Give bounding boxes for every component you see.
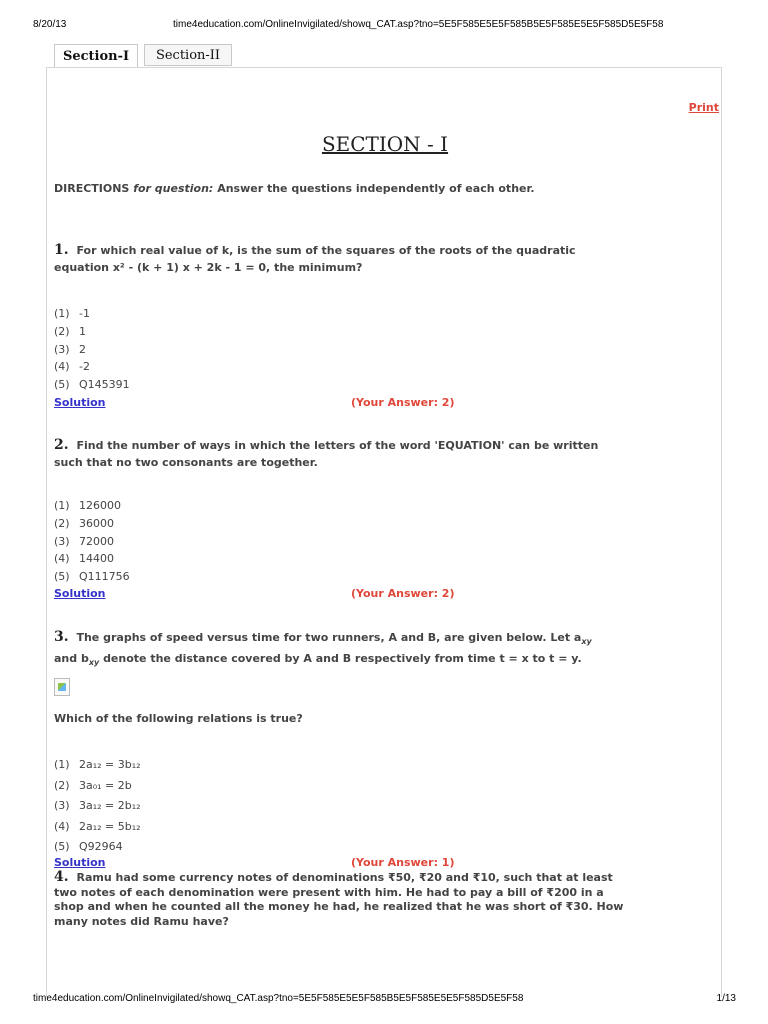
option-item: (5) Q145391	[54, 378, 130, 392]
solution-link[interactable]: Solution	[54, 587, 106, 600]
footer-url: time4education.com/OnlineInvigilated/showq_CAT.asp?tno=5E5F585E5E5F585B5E5F585E5E5F585D5E5F58	[33, 993, 524, 1004]
question-line: and b	[54, 652, 89, 666]
question-1-options	[54, 305, 130, 394]
question-3-followup: Which of the following relations is true?	[54, 712, 303, 725]
question-number: 4.	[54, 869, 69, 885]
section-title: SECTION - I	[321, 132, 449, 156]
directions-label: DIRECTIONS	[54, 182, 130, 195]
option-item: (1) 126000	[54, 499, 121, 512]
question-number: 3.	[54, 629, 69, 645]
option-item: (4) 2a₁₂ = 5b₁₂	[54, 819, 141, 833]
question-line: such that no two consonants are together.	[54, 456, 318, 469]
directions-for-question: for question:	[133, 182, 214, 195]
option-item: (3) 3a₁₂ = 2b₁₂	[54, 799, 141, 812]
print-date: 8/20/13	[33, 19, 67, 30]
question-line: many notes did Ramu have?	[54, 914, 229, 928]
question-line: shop and when he counted all the money he had, he realized that he was short of ₹30. How	[54, 900, 624, 913]
question-number: 2.	[54, 437, 69, 453]
option-item: (1) -1	[54, 307, 90, 320]
question-panel	[46, 67, 722, 997]
option-item: (2) 1	[54, 324, 86, 338]
question-3-text: 3. The graphs of speed versus time for two runners, A and B, are given below. Let $a_{xy}$ and $b_{xy}$ denote the distance covered by A and B respectively from time t = x to t = y.	[54, 629, 592, 668]
page-number: 1/13	[716, 993, 736, 1004]
option-item: (5) Q92964	[54, 840, 123, 853]
question-line: Ramu had some currency notes of denominations ₹50, ₹20 and ₹10, such that at least	[76, 871, 613, 884]
option-item: (5) Q111756	[54, 570, 130, 584]
directions	[54, 182, 535, 195]
question-line: For which real value of k, is the sum of the squares of the roots of the quadratic	[76, 244, 576, 257]
question-line: two notes of each denomination were present with him. He had to pay a bill of ₹200 in a	[54, 885, 604, 899]
print-url: time4education.com/OnlineInvigilated/showq_CAT.asp?tno=5E5F585E5E5F585B5E5F585E5E5F585D5E5F58	[173, 19, 664, 30]
tab-section-2[interactable]: Section-II	[144, 44, 232, 66]
question-line: equation x² - (k + 1) x + 2k - 1 = 0, the minimum?	[54, 261, 363, 274]
option-item: (2) 3a₀₁ = 2b	[54, 778, 132, 792]
solution-link[interactable]: Solution	[54, 856, 106, 869]
your-answer: (Your Answer: 2)	[351, 587, 455, 600]
broken-image-icon	[54, 678, 70, 696]
print-link[interactable]: Print	[688, 101, 719, 114]
tab-section-1[interactable]: Section-I	[54, 44, 138, 68]
print-footer	[0, 993, 768, 1007]
question-line: denote the distance covered by A and B respectively from time t = x to t = y.	[103, 652, 582, 666]
solution-link[interactable]: Solution	[54, 396, 106, 409]
question-1-text	[54, 242, 634, 276]
option-item: (3) 72000	[54, 534, 114, 548]
option-item: (2) 36000	[54, 516, 114, 530]
your-answer: (Your Answer: 2)	[351, 396, 455, 409]
question-4-text	[54, 870, 639, 929]
directions-text: Answer the questions independently of each other.	[217, 182, 535, 195]
question-2-text	[54, 437, 634, 471]
option-item: (3) 2	[54, 342, 86, 356]
question-line: The graphs of speed versus time for two runners, A and B, are given below. Let a	[76, 631, 582, 644]
option-item: (1) 2a₁₂ = 3b₁₂	[54, 758, 141, 771]
your-answer: (Your Answer: 1)	[351, 856, 455, 869]
question-2-options	[54, 497, 130, 586]
question-line: Find the number of ways in which the letters of the word 'EQUATION' can be written	[76, 439, 599, 452]
print-header	[0, 19, 768, 33]
option-item: (4) -2	[54, 360, 90, 374]
question-number: 1.	[54, 242, 69, 258]
question-3-options	[54, 755, 141, 858]
option-item: (4) 14400	[54, 552, 114, 566]
